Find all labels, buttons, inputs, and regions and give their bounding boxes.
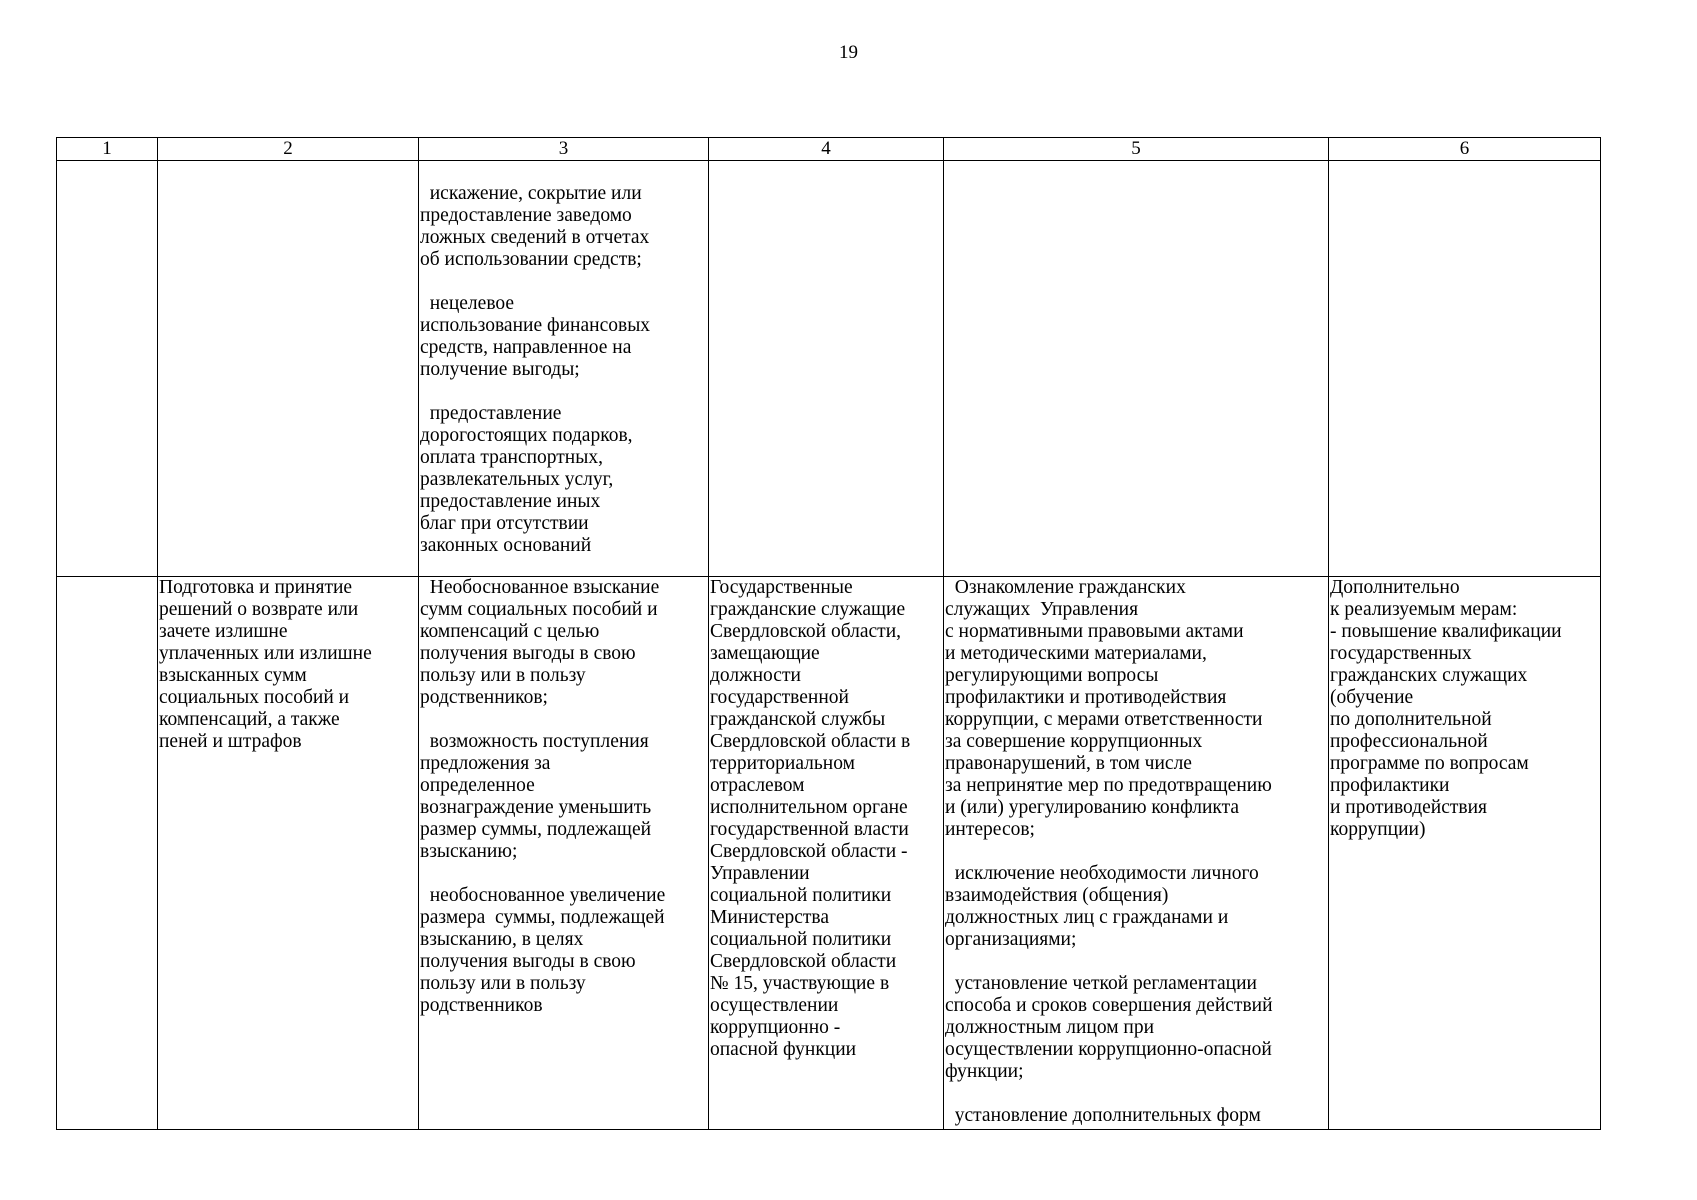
cell-risk-description: искажение, сокрытие или предоставление заведомо ложных сведений в отчетах об использовании средств; нецелевое использование финансовых средств, направленное на получение выгоды; предоставление дорогостоящих подарков, оплата транспортных, развлекательных услуг, предоставление иных благ при отсутствии законных оснований <box>419 161 709 577</box>
column-header-1: 1 <box>57 138 158 161</box>
table-row <box>57 577 1601 1130</box>
page-number: 19 <box>839 42 858 63</box>
cell-measures <box>944 161 1329 577</box>
cell-measures: Ознакомление гражданских служащих Управления с нормативными правовыми актами и методическими материалами, регулирующими вопросы профилактики и противодействия коррупции, с мерами ответственности за совершение коррупционных правонарушений, в том числе за непринятие мер по предотвращению и (или) урегулированию конфликта интересов; исключение необходимости личного взаимодействия (общения) должностных лиц с гражданами и организациями; установление четкой регламентации способа и сроков совершения действий должностным лицом при осуществлении коррупционно-опасной функции; установление дополнительных форм <box>944 577 1329 1130</box>
cell-positions: Государственные гражданские служащие Свердловской области, замещающие должности государственной гражданской службы Свердловской области в территориальном отраслевом исполнительном органе государственной власти Свердловской области - Управлении социальной политики Министерства социальной политики Свердловской области № 15, участвующие в осуществлении коррупционно - опасной функции <box>709 577 944 1130</box>
cell-number <box>57 161 158 577</box>
table-header-row <box>57 138 1601 161</box>
column-header-6: 6 <box>1329 138 1601 161</box>
cell-risk-description: Необоснованное взыскание сумм социальных пособий и компенсаций с целью получения выгоды в свою пользу или в пользу родственников; возможность поступления предложения за определенное вознаграждение уменьшить размер суммы, подлежащей взысканию; необоснованное увеличение размера суммы, подлежащей взысканию, в целях получения выгоды в свою пользу или в пользу родственников <box>419 577 709 1130</box>
cell-additional-measures: Дополнительно к реализуемым мерам: - повышение квалификации государственных гражданских служащих (обучение по дополнительной профессиональной программе по вопросам профилактики и противодействия коррупции) <box>1329 577 1601 1130</box>
column-header-2: 2 <box>158 138 419 161</box>
column-header-5: 5 <box>944 138 1329 161</box>
cell-additional-measures <box>1329 161 1601 577</box>
cell-number <box>57 577 158 1130</box>
column-header-3: 3 <box>419 138 709 161</box>
column-header-4: 4 <box>709 138 944 161</box>
table-row <box>57 161 1601 577</box>
cell-function: Подготовка и принятие решений о возврате или зачете излишне уплаченных или излишне взысканных сумм социальных пособий и компенсаций, а также пеней и штрафов <box>158 577 419 1130</box>
cell-positions <box>709 161 944 577</box>
measures-table <box>56 137 1601 1130</box>
cell-function <box>158 161 419 577</box>
